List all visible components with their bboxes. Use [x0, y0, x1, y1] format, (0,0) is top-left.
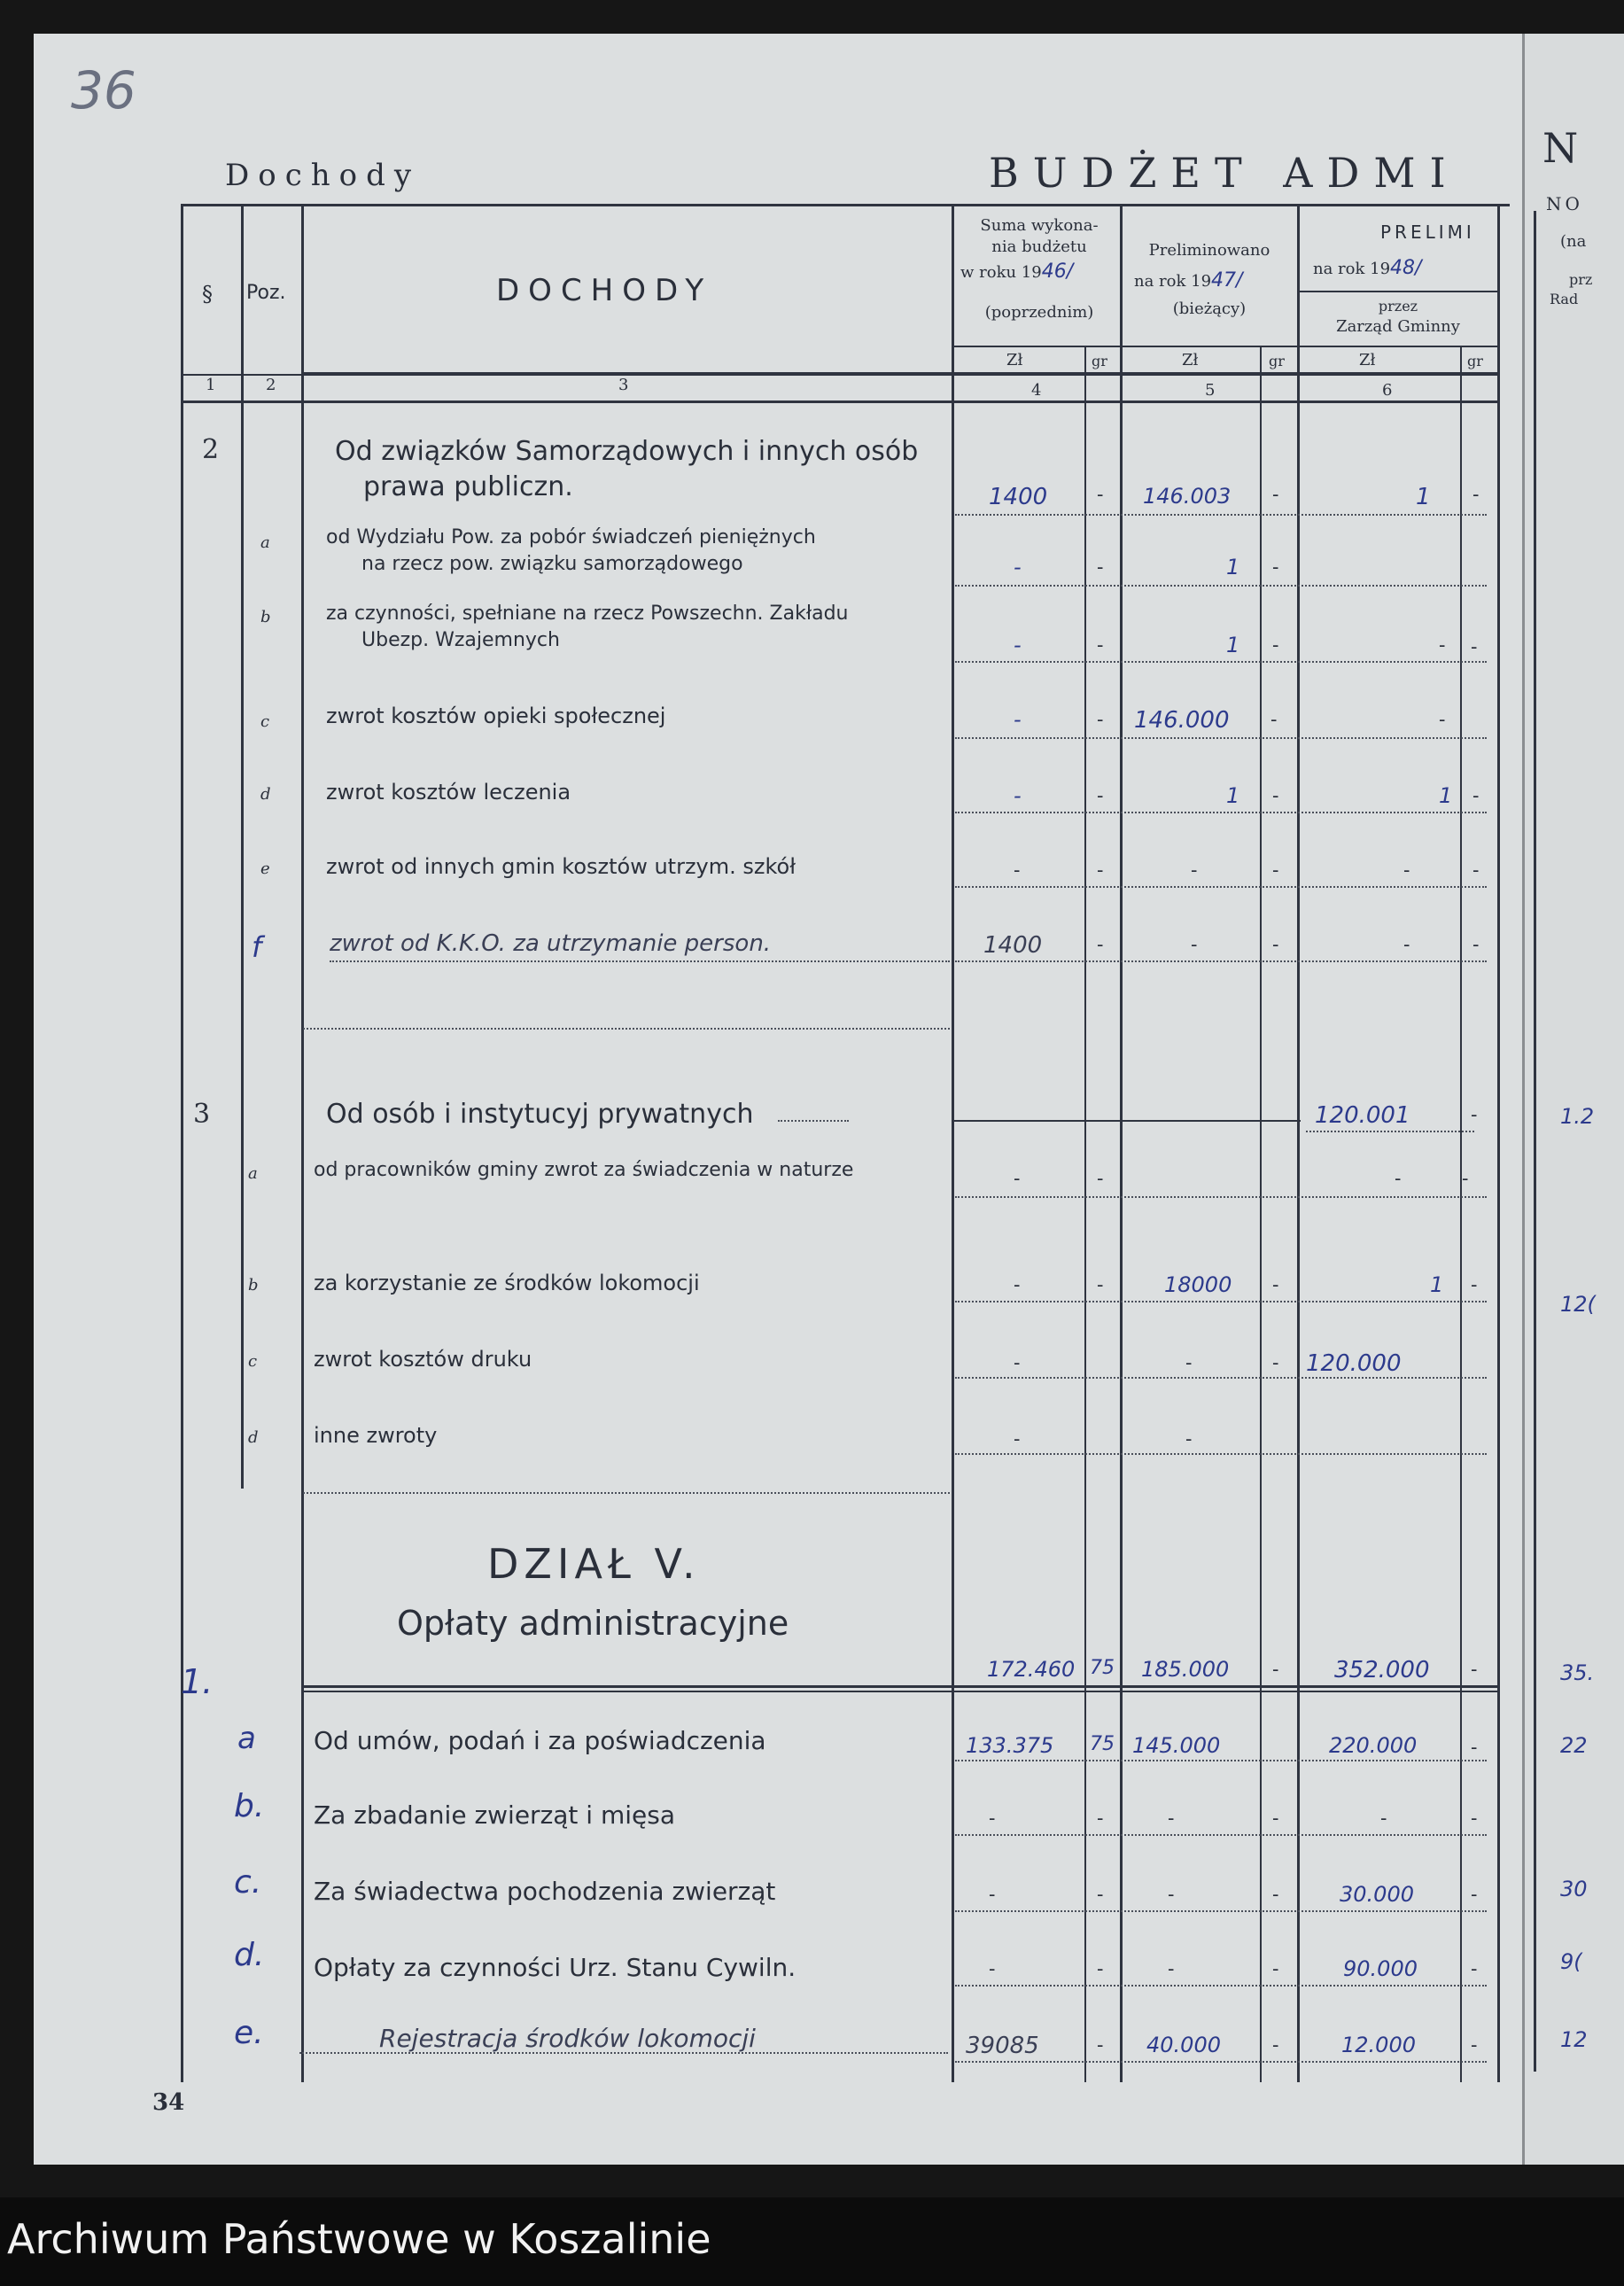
row-c6: - [1395, 1168, 1402, 1190]
row-c6: 30.000 [1340, 1882, 1414, 1907]
facing-subheader: NO [1546, 193, 1583, 214]
table-top-rule [181, 204, 1510, 206]
row-c5-gr: - [1272, 1274, 1279, 1296]
row-c4: 39085 [966, 2033, 1039, 2059]
row-desc: Od związków Samorządowych i innych osób [335, 436, 919, 467]
row-desc: Za świadectwa pochodzenia zwierząt [314, 1877, 776, 1906]
row-par: 3 [193, 1099, 211, 1130]
row-poz: a [248, 1164, 258, 1183]
row-c5: 146.003 [1143, 484, 1232, 509]
row-c4-gr: - [1097, 934, 1104, 956]
c6-mid-rule [1297, 291, 1497, 292]
dotted-rule [955, 1985, 1487, 1987]
row-c4: - [989, 1808, 996, 1830]
numbers-bottom-rule [181, 400, 1497, 403]
col4-zl: Zł [1006, 351, 1023, 369]
row-desc-line2: prawa publiczn. [363, 471, 573, 502]
col-line-0 [181, 204, 183, 2082]
row-c6: 120.000 [1306, 1350, 1402, 1377]
row-c4: - [1014, 1274, 1021, 1296]
dotted-rule [955, 1910, 1487, 1912]
archive-footer [0, 2197, 1624, 2286]
col6-header-line3: przez [1378, 298, 1418, 315]
section-c6-gr: - [1471, 1659, 1478, 1681]
facing-small-3: Rad [1550, 291, 1579, 307]
row-c5-gr: - [1272, 484, 1279, 506]
row-desc: Rejestracja środków lokomocji [379, 2024, 756, 2053]
row-c5: 146.000 [1134, 707, 1230, 734]
dotted-rule [303, 1492, 950, 1494]
row-desc: za korzystanie ze środków lokomocji [314, 1271, 700, 1295]
row-c4-gr: - [1097, 1168, 1104, 1190]
row-c6-gr: - [1462, 1168, 1469, 1190]
row-c6: - [1380, 1808, 1387, 1830]
row-c6-gr: - [1472, 859, 1480, 882]
row-poz: c. [234, 1864, 262, 1901]
dotted-rule [1306, 1131, 1474, 1132]
col-line-4a [1084, 346, 1086, 2082]
row-c4: - [1014, 707, 1022, 732]
subheader-rule [952, 346, 1497, 347]
row-desc: zwrot od K.K.O. za utrzymanie person. [330, 930, 772, 957]
col-line-1 [241, 204, 244, 1489]
section-rule [303, 1685, 1497, 1688]
row-desc: za czynności, spełniane na rzecz Powszechn. Zakładu [326, 603, 849, 625]
col6-header-line4: Zarząd Gminny [1336, 317, 1460, 336]
row-poz: f [252, 930, 262, 964]
col-line-6a [1460, 346, 1462, 2082]
row-par: 2 [202, 434, 220, 465]
dotted-rule [955, 1453, 1487, 1455]
row-c5-gr: - [1272, 2034, 1279, 2057]
row-c6: - [1439, 634, 1446, 657]
row-c5: - [1185, 1352, 1193, 1374]
row-c5: 1 [1226, 555, 1240, 579]
dotted-rule [955, 514, 1487, 516]
document-page [34, 34, 1531, 2165]
row-c4-gr: - [1097, 484, 1104, 506]
col6-header-line2: na rok 1948/ [1313, 257, 1422, 279]
section-c5-gr: - [1272, 1659, 1279, 1681]
col-header-poz: Poz. [246, 282, 286, 304]
row-c5: 40.000 [1146, 2033, 1221, 2057]
row-c6: 12.000 [1341, 2033, 1416, 2057]
row-c6: 90.000 [1343, 1956, 1418, 1981]
col5-header-line1: Preliminowano [1148, 241, 1270, 260]
row-desc: zwrot od innych gmin kosztów utrzym. szkół [326, 854, 796, 879]
row-desc: od pracowników gminy zwrot za świadczenia w naturze [314, 1159, 854, 1181]
row-c6: 1 [1416, 484, 1431, 510]
row-c6-gr: - [1471, 1808, 1478, 1830]
row-poz: c [248, 1352, 258, 1371]
row-c4: 1400 [989, 484, 1048, 510]
row-c5-gr: - [1272, 934, 1279, 956]
row-c5: - [1191, 934, 1198, 956]
section-title: DZIAŁ V. [487, 1540, 701, 1588]
dotted-rule [303, 1028, 950, 1030]
row-c5-gr: - [1272, 859, 1279, 882]
row-desc-line2: Ubezp. Wzajemnych [361, 629, 560, 651]
facing-header: N [1542, 124, 1579, 172]
row-c5: - [1168, 1884, 1175, 1906]
row-c5-gr: - [1272, 785, 1279, 807]
row-c5: - [1185, 1428, 1193, 1450]
dotted-rule [299, 2052, 948, 2054]
row-c6-gr: - [1471, 1104, 1478, 1126]
row-c4: 1400 [983, 932, 1043, 959]
row-c6: 120.001 [1315, 1102, 1410, 1129]
dotted-rule [955, 1760, 1487, 1761]
numbers-top-rule [181, 374, 1497, 376]
row-c4-gr: - [1097, 1808, 1104, 1830]
section-c4-gr: 75 [1090, 1657, 1115, 1679]
row-c4-gr: - [1097, 634, 1104, 657]
dotted-rule [330, 960, 950, 962]
row-c5-gr: - [1272, 634, 1279, 657]
row-c4-gr: - [1097, 709, 1104, 731]
row-poz: d [260, 785, 271, 804]
row-c6-gr: - [1471, 636, 1478, 658]
col5-gr: gr [1269, 353, 1285, 369]
row-c4: - [1014, 633, 1022, 657]
row-c5-gr: - [1272, 1884, 1279, 1906]
facing-value-1: 1.2 [1560, 1104, 1595, 1129]
row-c6: 1 [1439, 783, 1453, 808]
dotted-rule [955, 1301, 1487, 1302]
facing-value-4: 22 [1560, 1733, 1588, 1758]
row-poz: a [260, 533, 270, 552]
facing-value-5: 30 [1560, 1877, 1588, 1901]
row-c4-gr: - [1097, 785, 1104, 807]
row-c4: - [1014, 859, 1021, 882]
row-c4: - [1014, 1168, 1021, 1190]
facing-small-1: (na [1560, 232, 1587, 251]
section-c4: 172.460 [987, 1657, 1076, 1682]
facing-page [1522, 34, 1624, 2165]
facing-value-7: 12 [1560, 2027, 1588, 2052]
page-number: 34 [152, 2089, 185, 2116]
facing-small-2: prz [1569, 271, 1593, 288]
row-c5: 1 [1226, 633, 1240, 657]
row-c6-gr: - [1471, 2034, 1478, 2057]
col-line-5a [1260, 346, 1262, 2082]
row-c6-gr: - [1471, 1274, 1478, 1296]
row-desc: zwrot kosztów leczenia [326, 780, 571, 805]
facing-value-3: 35. [1560, 1660, 1595, 1685]
dotted-rule [955, 1196, 1487, 1198]
row-c5: 1 [1226, 783, 1240, 808]
row-c4-gr: - [1097, 859, 1104, 882]
row-c4: 133.375 [966, 1733, 1054, 1758]
row-desc: zwrot kosztów opieki społecznej [326, 704, 666, 728]
row-c5: - [1168, 1958, 1175, 1980]
col4-header-line3: w roku 1946/ [960, 260, 1074, 283]
row-poz: a [237, 1721, 256, 1756]
col-line-2 [301, 204, 304, 2082]
header-title: BUDŻET ADMI [989, 149, 1460, 197]
col-number-6: 6 [1382, 381, 1393, 400]
row-desc: Opłaty za czynności Urz. Stanu Cywiln. [314, 1953, 796, 1982]
col-line-4 [1120, 204, 1123, 2082]
col-number-5: 5 [1205, 381, 1216, 400]
col-number-2: 2 [266, 376, 276, 394]
archive-footer-text: Archiwum Państwowe w Koszalinie [7, 2215, 711, 2263]
row-c6-gr: - [1472, 934, 1480, 956]
row-c6: - [1403, 934, 1410, 956]
row-c6: 1 [1430, 1272, 1444, 1297]
col-line-3 [952, 204, 954, 2082]
col4-header-line2: nia budżetu [991, 237, 1087, 256]
row-poz: b [260, 608, 271, 626]
col-header-par: § [202, 282, 213, 307]
header-left: Dochody [225, 158, 421, 193]
row-desc: Za zbadanie zwierząt i mięsa [314, 1800, 676, 1830]
row-c4: - [989, 1958, 996, 1980]
row-desc: Od umów, podań i za poświadczenia [314, 1726, 766, 1755]
row-c6-gr: - [1471, 1958, 1478, 1980]
row-c4-gr: - [1097, 556, 1104, 579]
row-poz: d [248, 1428, 259, 1447]
row-c4-gr: - [1097, 1958, 1104, 1980]
row-c4-gr: - [1097, 1274, 1104, 1296]
row-c4-gr: - [1097, 1884, 1104, 1906]
dotted-rule [955, 585, 1487, 587]
row-c6: - [1403, 859, 1410, 882]
row-poz: d. [234, 1937, 265, 1973]
col-line-6 [1497, 204, 1500, 2082]
col4-header-line4: (poprzednim) [984, 303, 1094, 322]
col4-header-line1: Suma wykona- [980, 216, 1099, 235]
row-poz: b. [234, 1788, 265, 1824]
row-desc: od Wydziału Pow. za pobór świadczeń pieniężnych [326, 526, 816, 548]
section-rule-2 [303, 1691, 1497, 1692]
dotted-rule [778, 1120, 849, 1122]
row-c6-gr: - [1471, 1737, 1478, 1759]
col-header-desc: DOCHODY [496, 273, 713, 308]
row-c5-gr: - [1272, 1352, 1279, 1374]
row-c4-gr: 75 [1090, 1733, 1115, 1755]
col6-header-line1: PRELIMI [1380, 222, 1475, 243]
row-desc-line2: na rzecz pow. związku samorządowego [361, 553, 743, 575]
section3-rule [952, 1120, 1301, 1122]
dotted-rule [955, 1377, 1487, 1379]
section-c6: 352.000 [1334, 1657, 1430, 1683]
row-poz: b [248, 1276, 259, 1295]
facing-col-line [1534, 211, 1536, 2072]
section-c5: 185.000 [1141, 1657, 1230, 1682]
facing-value-6: 9( [1560, 1949, 1582, 1974]
row-c4: - [989, 1884, 996, 1906]
row-c5: 18000 [1164, 1272, 1232, 1297]
row-c5: - [1191, 859, 1198, 882]
row-c6: - [1439, 709, 1446, 731]
col5-header-line2: na rok 1947/ [1134, 269, 1243, 292]
row-c5-gr: - [1272, 556, 1279, 579]
row-c4: - [1014, 555, 1022, 579]
section-par: 1. [181, 1662, 214, 1701]
row-desc: inne zwroty [314, 1423, 438, 1448]
row-c6: 220.000 [1329, 1733, 1418, 1758]
row-c5-gr: - [1272, 1958, 1279, 1980]
col-number-1: 1 [206, 376, 216, 394]
row-c5-gr: - [1272, 1808, 1279, 1830]
corner-note: 36 [71, 60, 136, 121]
col-number-3: 3 [618, 376, 629, 394]
dotted-rule [955, 661, 1487, 663]
col6-zl: Zł [1359, 351, 1376, 369]
dotted-rule [955, 1834, 1487, 1836]
col-number-4: 4 [1031, 381, 1042, 400]
row-c6-gr: - [1471, 1884, 1478, 1906]
dotted-rule [955, 886, 1487, 888]
row-desc: zwrot kosztów druku [314, 1347, 532, 1372]
row-c5: 145.000 [1132, 1733, 1221, 1758]
dotted-rule [955, 812, 1487, 813]
dotted-rule [955, 960, 1487, 962]
col5-zl: Zł [1182, 351, 1199, 369]
row-c4: - [1014, 1352, 1021, 1374]
row-poz: c [260, 712, 270, 731]
row-c5: - [1168, 1808, 1175, 1830]
col4-gr: gr [1092, 353, 1107, 369]
col-line-5 [1297, 204, 1300, 2082]
row-c5-gr: - [1270, 709, 1278, 731]
row-c6-gr: - [1472, 484, 1480, 506]
row-poz: e [260, 859, 270, 878]
col5-header-line3: (bieżący) [1172, 299, 1247, 318]
dotted-rule [955, 737, 1487, 739]
row-c4: - [1014, 1428, 1021, 1450]
row-c4-gr: - [1097, 2034, 1104, 2057]
section-subtitle: Opłaty administracyjne [397, 1604, 789, 1643]
row-c4: - [1014, 783, 1022, 808]
dotted-rule [955, 2061, 1487, 2063]
row-desc: Od osób i instytucyj prywatnych [326, 1099, 754, 1130]
col6-gr: gr [1467, 353, 1483, 369]
row-c6-gr: - [1472, 785, 1480, 807]
facing-value-2: 12( [1560, 1292, 1596, 1317]
row-poz: e. [234, 2015, 264, 2051]
